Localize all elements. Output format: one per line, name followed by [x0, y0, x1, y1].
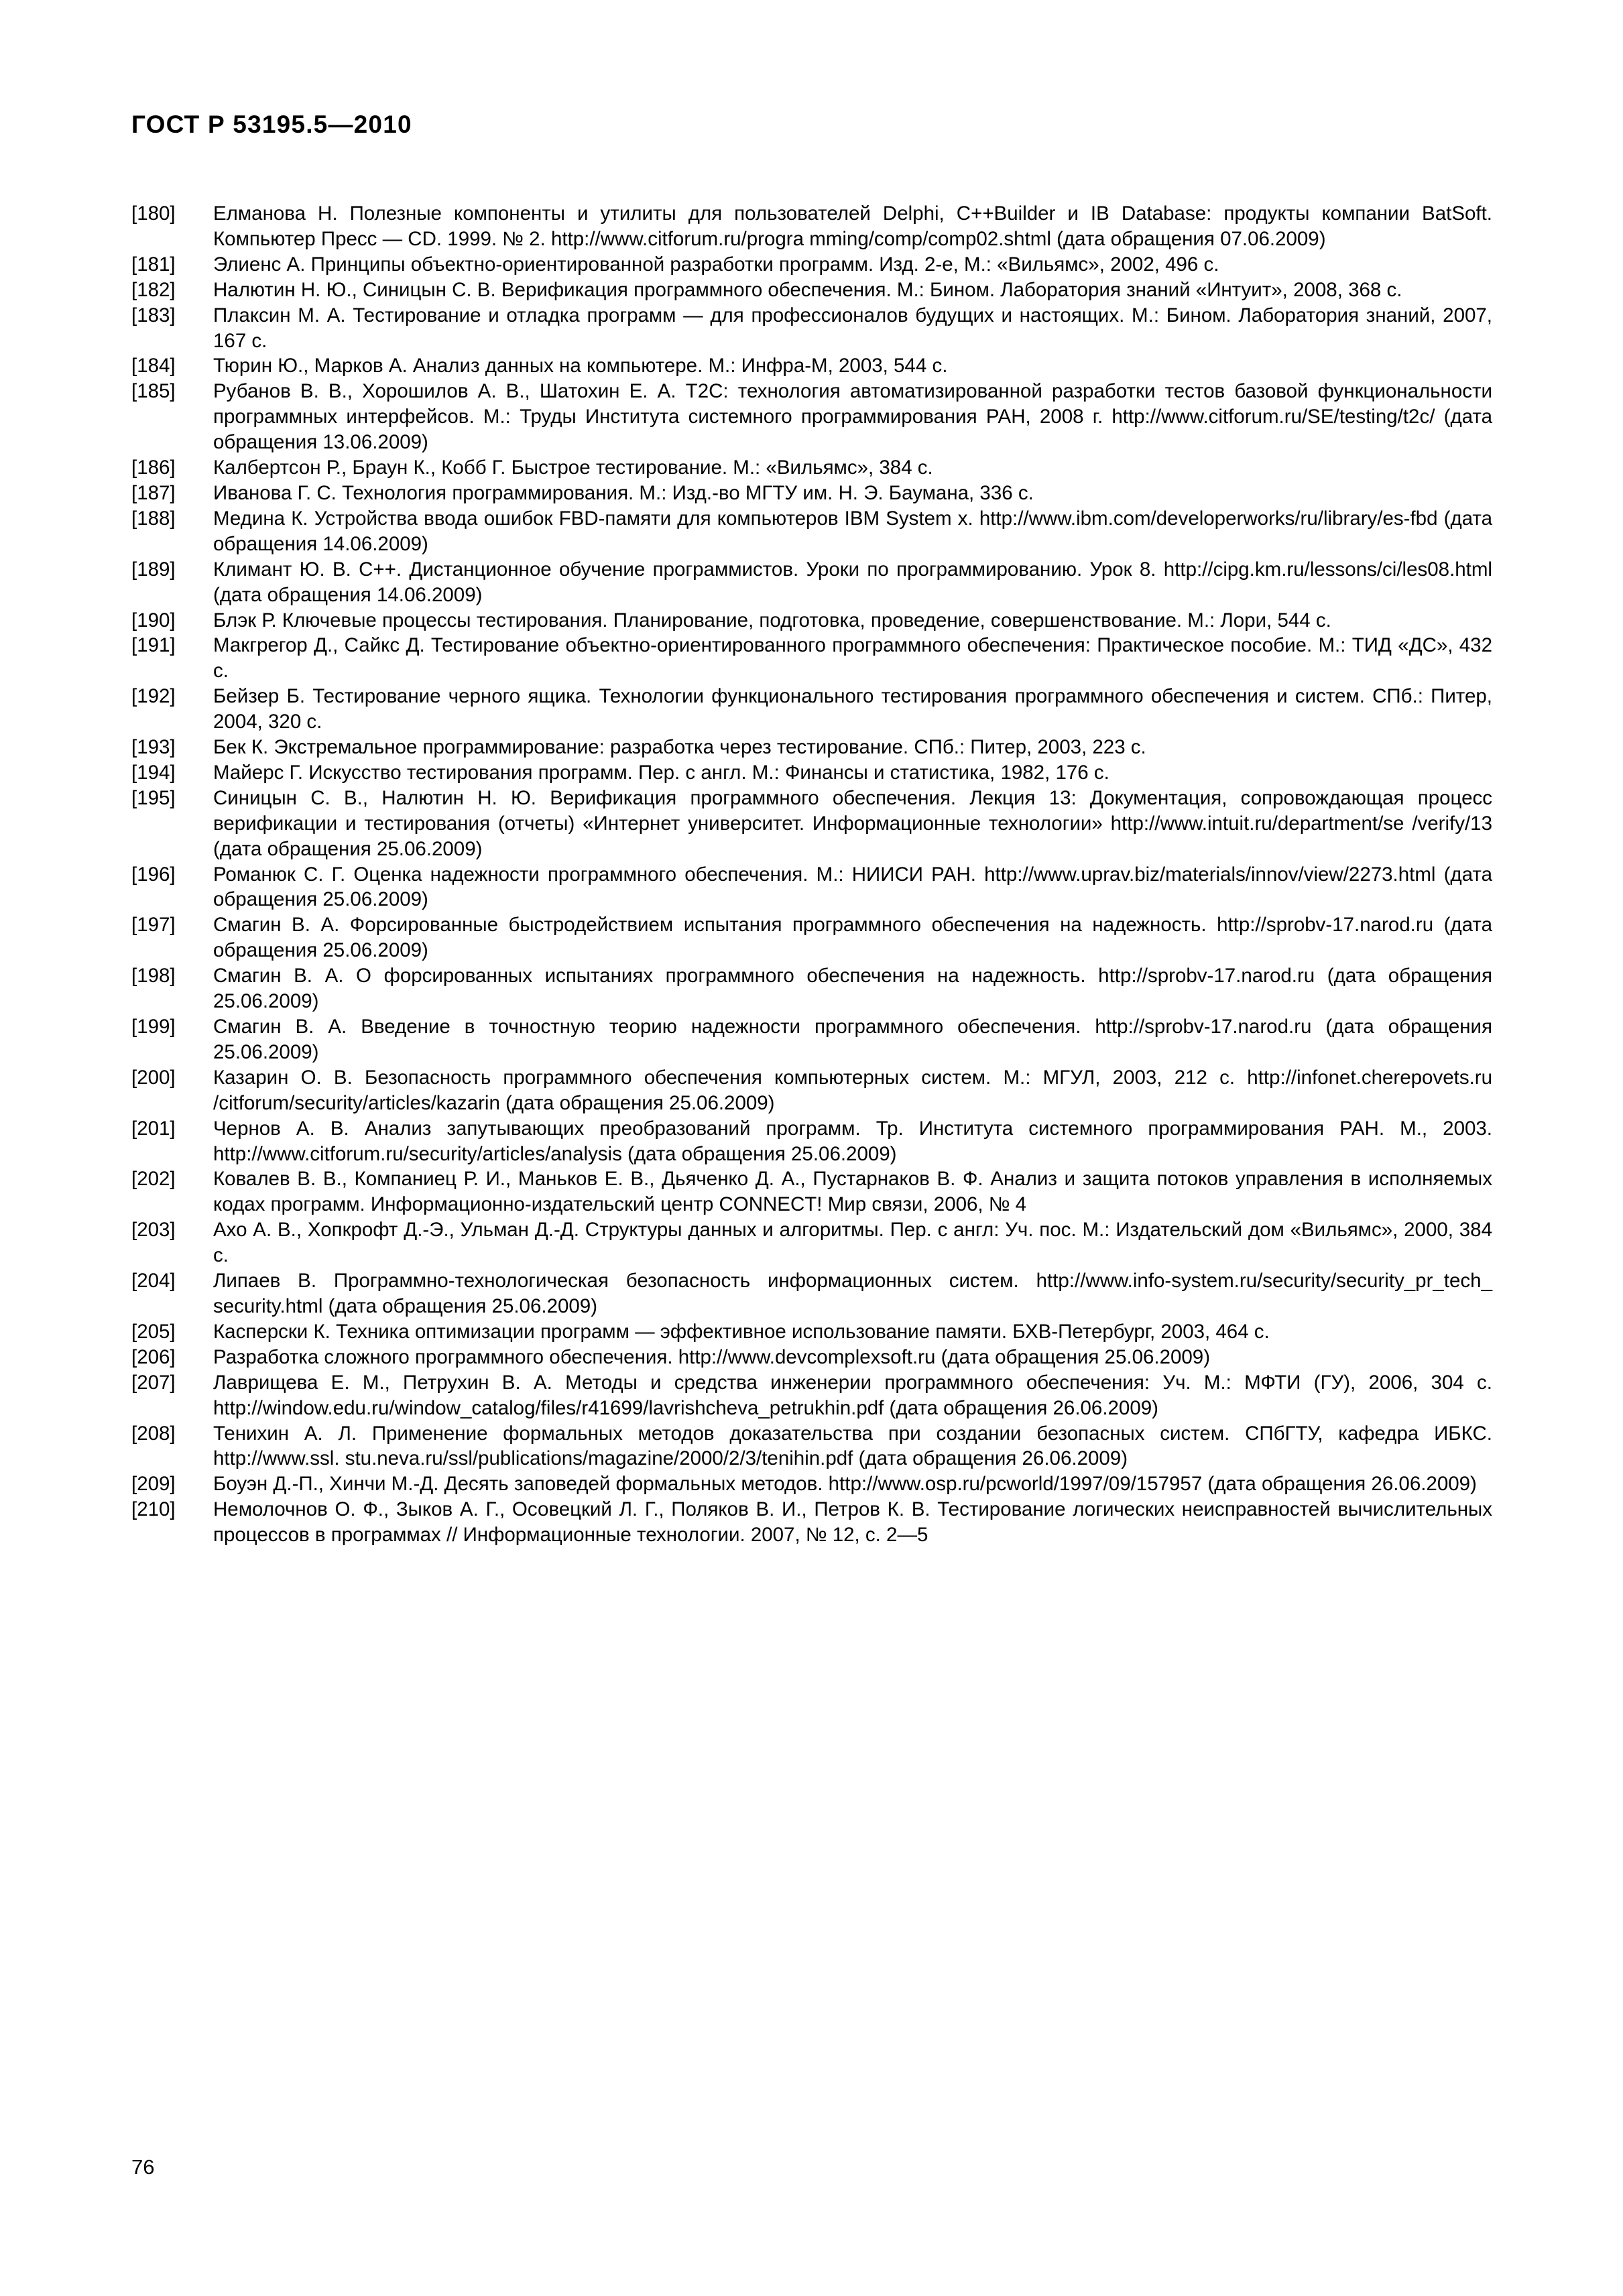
reference-entry — [131, 303, 1492, 354]
reference-text: Боуэн Д.-П., Хинчи М.-Д. Десять заповедей формальных методов. http://www.osp.ru/pcworld/1997/09/157957 (дата обращения 26.06.2009) — [213, 1473, 1477, 1496]
reference-text: Налютин Н. Ю., Синицын С. В. Верификация программного обеспечения. М.: Бином. Лаборатория знаний «Интуит», 2008, 368 с. — [213, 278, 1402, 301]
reference-text: Ковалев В. В., Компаниец Р. И., Маньков Е. В., Дьяченко Д. А., Пустарнаков В. Ф. Анализ и защита потоков управления в исполняемых кодах программ. Информационно-издательский центр CONNECT! Мир связи, 2006, № 4 — [213, 1168, 1492, 1216]
reference-entry — [131, 1497, 1492, 1548]
reference-number: [202] — [131, 1168, 176, 1191]
reference-text: Майерс Г. Искусство тестирования программ. Пер. с англ. М.: Финансы и статистика, 1982, 176 с. — [213, 761, 1109, 784]
reference-number: [184] — [131, 355, 176, 377]
reference-number: [208] — [131, 1422, 176, 1445]
reference-text: Казарин О. В. Безопасность программного обеспечения компьютерных систем. М.: МГУЛ, 2003, 212 с. http://infonet.cherepovets.ru /citforum/security/articles/kazarin (дата обращения 25.06.2009) — [213, 1066, 1492, 1114]
reference-text: Касперски К. Техника оптимизации программ — эффективное использование памяти. БХВ-Петербург, 2003, 464 с. — [213, 1320, 1270, 1343]
reference-entry — [131, 1217, 1492, 1268]
reference-entry — [131, 506, 1492, 557]
reference-entry — [131, 963, 1492, 1014]
reference-entry — [131, 608, 1492, 633]
reference-text: Элиенс А. Принципы объектно-ориентированной разработки программ. Изд. 2-е, М.: «Вильямс», 2002, 496 с. — [213, 253, 1219, 276]
reference-text: Лаврищева Е. М., Петрухин В. А. Методы и средства инженерии программного обеспечения: Уч. М.: МФТИ (ГУ), 2006, 304 с. http://window.edu.ru/window_catalog/files/r41699/lavrishcheva_petrukhin.pdf (дата обращения 26.06.2009) — [213, 1371, 1492, 1419]
reference-text: Блэк Р. Ключевые процессы тестирования. Планирование, подготовка, проведение, совершенствование. М.: Лори, 544 с. — [213, 609, 1331, 631]
reference-number: [194] — [131, 761, 176, 784]
reference-text: Калбертсон Р., Браун К., Кобб Г. Быстрое тестирование. М.: «Вильямс», 384 с. — [213, 457, 933, 479]
reference-entry — [131, 1116, 1492, 1167]
reference-text: Иванова Г. С. Технология программирования. М.: Изд.-во МГТУ им. Н. Э. Баумана, 336 с. — [213, 481, 1034, 504]
reference-entry — [131, 1014, 1492, 1065]
reference-text: Синицын С. В., Налютин Н. Ю. Верификация программного обеспечения. Лекция 13: Документация, сопровождающая процесс верификации и тестирования (отчеты) «Интернет университет. Информационные технологии» http://www.intuit.ru/department/se /verify/13 (дата обращения 25.06.2009) — [213, 786, 1492, 860]
reference-number: [198] — [131, 965, 176, 987]
reference-number: [180] — [131, 202, 176, 225]
reference-entry — [131, 1268, 1492, 1319]
reference-text: Медина К. Устройства ввода ошибок FBD-памяти для компьютеров IBM System x. http://www.ibm.com/developerworks/ru/library/es-fbd (дата обращения 14.06.2009) — [213, 507, 1492, 555]
reference-text: Липаев В. Программно-технологическая безопасность информационных систем. http://www.info-system.ru/security/security_pr_tech_ security.html (дата обращения 25.06.2009) — [213, 1270, 1492, 1317]
reference-number: [210] — [131, 1498, 176, 1521]
reference-entry — [131, 557, 1492, 608]
reference-number: [191] — [131, 634, 176, 657]
reference-number: [206] — [131, 1345, 176, 1368]
reference-entry — [131, 1345, 1492, 1370]
reference-entry — [131, 278, 1492, 303]
reference-number: [205] — [131, 1320, 176, 1343]
reference-text: Бейзер Б. Тестирование черного ящика. Технологии функционального тестирования программного обеспечения и систем. СПб.: Питер, 2004, 320 с. — [213, 685, 1492, 733]
reference-text: Смагин В. А. Форсированные быстродействием испытания программного обеспечения на надежность. http://sprobv-17.narod.ru (дата обращения 25.06.2009) — [213, 914, 1492, 962]
reference-number: [185] — [131, 380, 176, 403]
reference-entry — [131, 353, 1492, 379]
reference-entry — [131, 735, 1492, 760]
reference-entry — [131, 481, 1492, 506]
reference-text: Бек К. Экстремальное программирование: разработка через тестирование. СПб.: Питер, 2003, 223 с. — [213, 736, 1146, 759]
reference-number: [193] — [131, 736, 176, 759]
reference-number: [209] — [131, 1473, 176, 1496]
reference-entry — [131, 684, 1492, 735]
reference-number: [196] — [131, 863, 176, 886]
reference-number: [181] — [131, 253, 176, 276]
reference-entry — [131, 1421, 1492, 1472]
reference-number: [197] — [131, 914, 176, 936]
reference-number: [195] — [131, 786, 176, 809]
reference-number: [190] — [131, 609, 176, 631]
reference-number: [187] — [131, 481, 176, 504]
reference-text: Смагин В. А. О форсированных испытаниях программного обеспечения на надежность. http://sprobv-17.narod.ru (дата обращения 25.06.2009) — [213, 965, 1492, 1013]
reference-entry — [131, 1065, 1492, 1116]
reference-entry — [131, 1166, 1492, 1217]
reference-text: Разработка сложного программного обеспечения. http://www.devcomplexsoft.ru (дата обращения 25.06.2009) — [213, 1345, 1211, 1368]
reference-number: [203] — [131, 1219, 176, 1242]
reference-number: [186] — [131, 457, 176, 479]
reference-number: [183] — [131, 304, 176, 326]
reference-entry — [131, 633, 1492, 684]
reference-text: Климант Ю. В. С++. Дистанционное обучение программистов. Уроки по программированию. Урок 8. http://cipg.km.ru/lessons/ci/les08.html (дата обращения 14.06.2009) — [213, 558, 1492, 606]
reference-text: Елманова Н. Полезные компоненты и утилиты для пользователей Delphi, C++Builder и IB Database: продукты компании BatSoft. Компьютер Пресс — CD. 1999. № 2. http://www.citforum.ru/progra mming/comp/comp02.shtml (дата обращения 07.06.2009) — [213, 202, 1492, 250]
reference-list — [131, 201, 1492, 1548]
reference-number: [189] — [131, 558, 176, 581]
reference-text: Смагин В. А. Введение в точностную теорию надежности программного обеспечения. http://sprobv-17.narod.ru (дата обращения 25.06.2009) — [213, 1016, 1492, 1063]
reference-text: Романюк С. Г. Оценка надежности программного обеспечения. М.: НИИСИ РАН. http://www.uprav.biz/materials/innov/view/2273.html (дата обращения 25.06.2009) — [213, 863, 1492, 911]
reference-text: Тюрин Ю., Марков А. Анализ данных на компьютере. М.: Инфра-М, 2003, 544 с. — [213, 355, 948, 377]
reference-entry — [131, 252, 1492, 278]
reference-number: [182] — [131, 278, 176, 301]
reference-number: [204] — [131, 1270, 176, 1292]
reference-entry — [131, 1370, 1492, 1421]
page-number: 76 — [131, 2155, 155, 2179]
reference-text: Рубанов В. В., Хорошилов А. В., Шатохин Е. А. T2C: технология автоматизированной разработки тестов базовой функциональности программных интерфейсов. М.: Труды Института системного программирования РАН, 2008 г. http://www.citforum.ru/SE/testing/t2c/ (дата обращения 13.06.2009) — [213, 380, 1492, 454]
reference-entry — [131, 760, 1492, 786]
reference-text: Немолочнов О. Ф., Зыков А. Г., Осовецкий Л. Г., Поляков В. И., Петров К. В. Тестирование логических неисправностей вычислительных процессов в программах // Информационные технологии. 2007, № 12, с. 2—5 — [213, 1498, 1492, 1547]
reference-number: [201] — [131, 1117, 176, 1140]
reference-entry — [131, 1471, 1492, 1497]
reference-text: Макгрегор Д., Сайкс Д. Тестирование объектно-ориентированного программного обеспечения: Практическое пособие. М.: ТИД «ДС», 432 с. — [213, 634, 1492, 682]
reference-entry — [131, 912, 1492, 963]
page-header: ГОСТ Р 53195.5—2010 — [131, 111, 412, 138]
reference-text: Чернов А. В. Анализ запутывающих преобразований программ. Тр. Института системного программирования РАН. М., 2003. http://www.citforum.ru/security/articles/analysis (дата обращения 25.06.2009) — [213, 1117, 1492, 1165]
reference-text: Ахо А. В., Хопкрофт Д.-Э., Ульман Д.-Д. Структуры данных и алгоритмы. Пер. с англ: Уч. пос. М.: Издательский дом «Вильямс», 2000, 384 с. — [213, 1219, 1492, 1267]
reference-entry — [131, 201, 1492, 252]
reference-entry — [131, 379, 1492, 455]
reference-text: Плаксин М. А. Тестирование и отладка программ — для профессионалов будущих и настоящих. М.: Бином. Лаборатория знаний, 2007, 167 с. — [213, 304, 1492, 352]
reference-number: [192] — [131, 685, 176, 708]
reference-number: [207] — [131, 1371, 176, 1394]
reference-entry — [131, 455, 1492, 481]
reference-number: [200] — [131, 1066, 176, 1089]
reference-number: [199] — [131, 1016, 176, 1038]
reference-number: [188] — [131, 507, 176, 530]
reference-entry — [131, 786, 1492, 862]
reference-entry — [131, 1319, 1492, 1345]
reference-entry — [131, 862, 1492, 913]
reference-text: Тенихин А. Л. Применение формальных методов доказательства при создании безопасных систем. СПбГТУ, кафедра ИБКС. http://www.ssl. stu.neva.ru/ssl/publications/magazine/2000/2/3/tenihin.pdf (дата обращения 26.06.2009) — [213, 1422, 1492, 1470]
